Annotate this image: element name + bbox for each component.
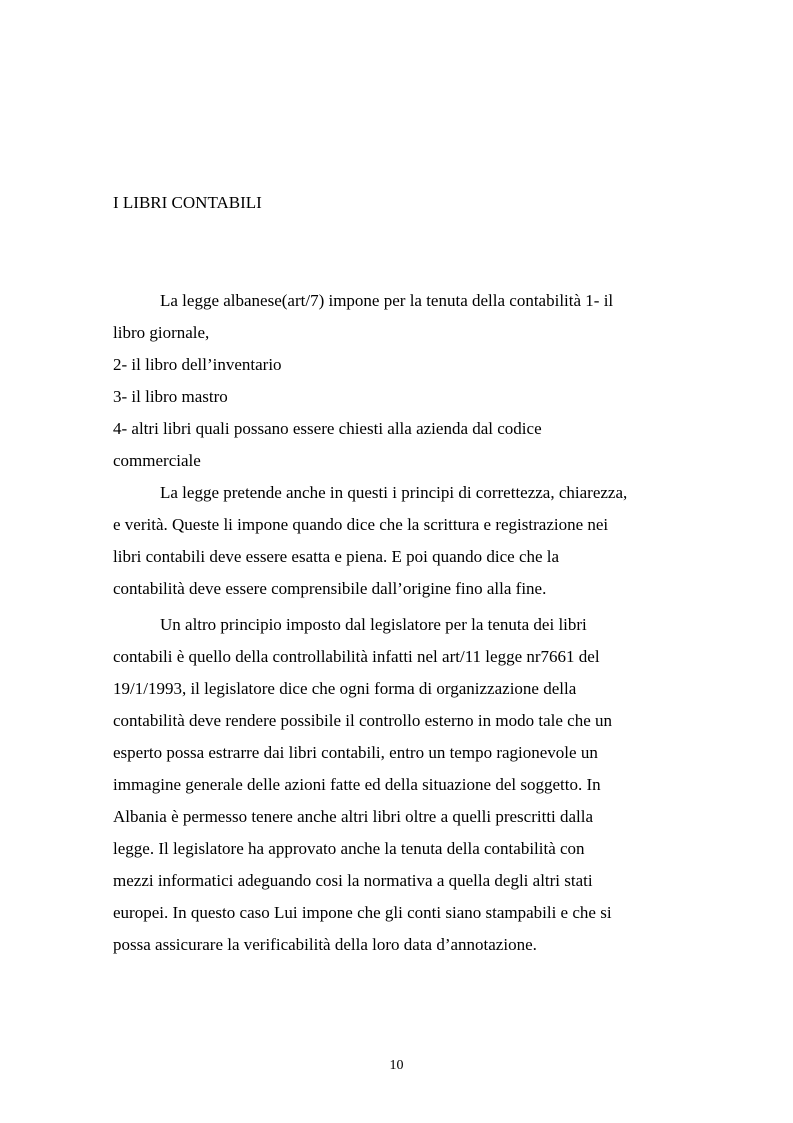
body-line-4: 3- il libro mastro xyxy=(113,387,228,406)
body-line-13: 19/1/1993, il legislatore dice che ogni forma di organizzazione della xyxy=(113,679,577,698)
body-line-10: contabilità deve essere comprensibile dall’origine fino alla fine. xyxy=(113,579,547,598)
body-line-20: europei. In questo caso Lui impone che gli conti siano stampabili e che si xyxy=(113,903,612,922)
body-line-21: possa assicurare la verificabilità della loro data d’annotazione. xyxy=(113,935,537,954)
page-number: 10 xyxy=(389,1058,404,1073)
body-line-17: Albania è permesso tenere anche altri libri oltre a quelli prescritti dalla xyxy=(113,807,594,826)
section-heading: I LIBRI CONTABILI xyxy=(113,193,262,212)
body-line-8: e verità. Queste li impone quando dice che la scrittura e registrazione nei xyxy=(113,515,609,534)
body-line-12: contabili è quello della controllabilità infatti nel art/11 legge nr7661 del xyxy=(113,647,600,666)
body-line-7: La legge pretende anche in questi i principi di correttezza, chiarezza, xyxy=(160,483,628,502)
body-line-15: esperto possa estrarre dai libri contabili, entro un tempo ragionevole un xyxy=(113,743,598,762)
body-line-2: libro giornale, xyxy=(113,323,210,342)
body-line-6: commerciale xyxy=(113,451,201,470)
body-line-3: 2- il libro dell’inventario xyxy=(113,355,282,374)
body-line-11: Un altro principio imposto dal legislatore per la tenuta dei libri xyxy=(160,615,587,634)
body-line-19: mezzi informatici adeguando cosi la normativa a quella degli altri stati xyxy=(113,871,593,890)
body-line-1: La legge albanese(art/7) impone per la tenuta della contabilità 1- il xyxy=(160,291,614,310)
body-line-14: contabilità deve rendere possibile il controllo esterno in modo tale che un xyxy=(113,711,612,730)
body-line-16: immagine generale delle azioni fatte ed della situazione del soggetto. In xyxy=(113,775,601,794)
body-line-5: 4- altri libri quali possano essere chiesti alla azienda dal codice xyxy=(113,419,542,438)
body-line-9: libri contabili deve essere esatta e piena. E poi quando dice che la xyxy=(113,547,560,566)
body-line-18: legge. Il legislatore ha approvato anche la tenuta della contabilità con xyxy=(113,839,585,858)
